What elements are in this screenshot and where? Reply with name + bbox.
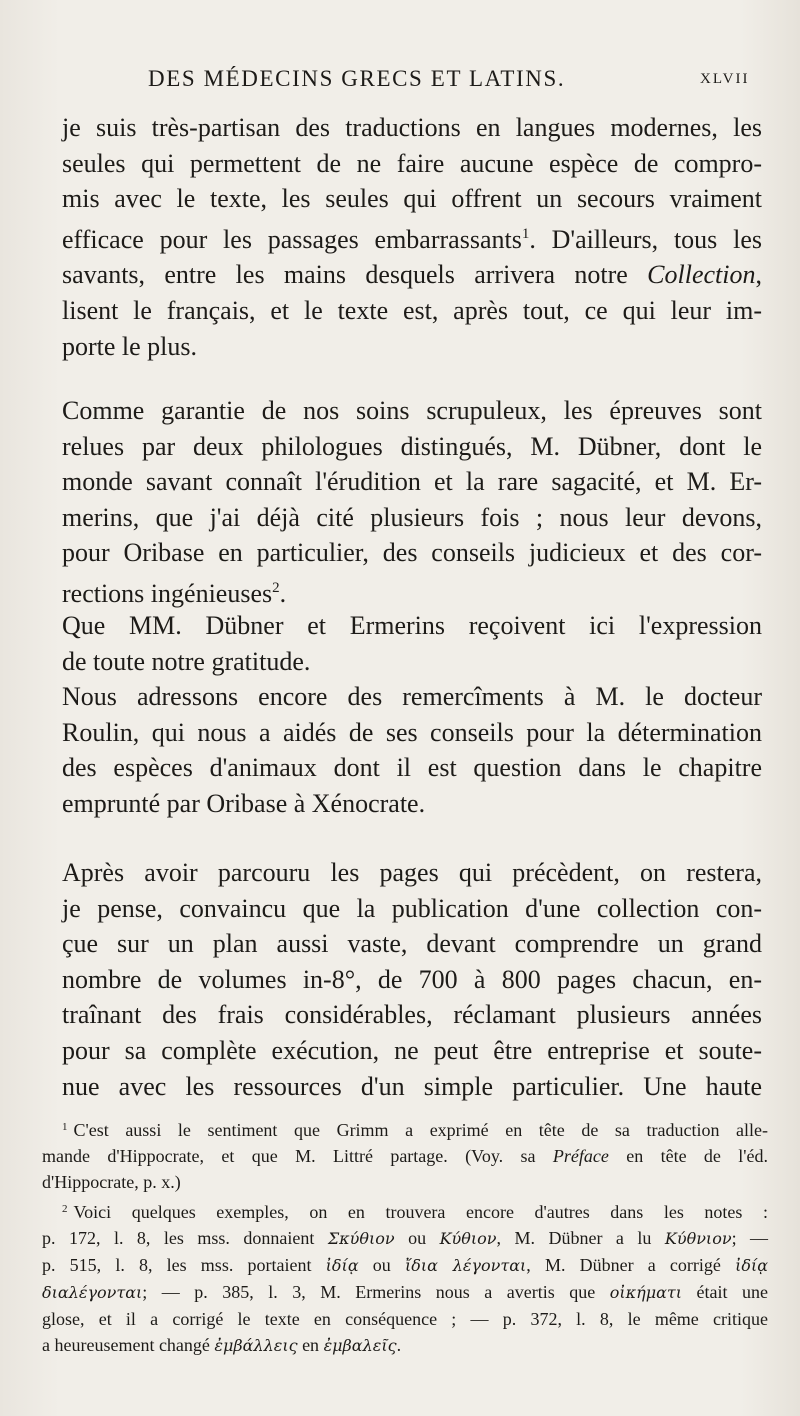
text-line: relues par deux philologues distingués, M. Dübner, dont le — [62, 431, 762, 461]
footnote-line — [42, 1143, 768, 1169]
text-segment: a heureusement changé — [42, 1335, 210, 1355]
text-line — [62, 571, 762, 612]
italic-title: Préface — [552, 1146, 609, 1166]
text-segment: savants, entre les mains desquels arrivera notre — [62, 260, 628, 290]
text-segment: rections ingénieuses — [62, 578, 273, 608]
italic-title: Collection — [647, 260, 756, 290]
text-line: porte le plus. — [62, 331, 198, 361]
greek-word: Σκύθιον — [327, 1229, 395, 1248]
greek-word: οἰκήματι — [609, 1283, 683, 1302]
footnote-ref-2: 2 — [272, 579, 280, 596]
text-segment: ou — [408, 1228, 427, 1248]
text-segment: . — [279, 578, 287, 608]
text-line: Après avoir parcouru les pages qui précèdent, on restera, — [62, 858, 762, 887]
text-line: Roulin, qui nous a aidés de ses conseils pour la détermination — [62, 717, 762, 747]
text-segment: efficace pour les passages embarrassants — [62, 224, 522, 254]
footnote-line — [42, 1332, 768, 1359]
text-segment: . — [396, 1335, 402, 1355]
text-line: nue avec les ressources d'un simple particulier. Une haute — [62, 1071, 762, 1101]
paragraph-publication — [62, 855, 762, 1104]
greek-word: διαλέγονται — [42, 1283, 143, 1302]
text-line: pour Oribase en particulier, des conseils judicieux et des cor- — [62, 538, 762, 568]
text-line: je suis très-partisan des traductions en langues modernes, les — [62, 113, 762, 142]
greek-word: ἴδια λέγονται — [404, 1256, 527, 1275]
text-line — [62, 257, 762, 293]
text-line: seules qui permettent de ne faire aucune espèce de compro- — [62, 148, 762, 178]
paragraph-translations — [62, 110, 762, 364]
text-segment: ou — [372, 1255, 391, 1275]
text-line: des espèces d'animaux dont il est question dans le chapitre — [62, 753, 762, 783]
text-line: de toute notre gratitude. — [62, 646, 311, 676]
footnote-mark: 1 — [62, 1121, 68, 1133]
text-line: pour sa complète exécution, ne peut être entreprise et soute- — [62, 1035, 762, 1065]
text-segment: en tête de l'éd. — [626, 1146, 769, 1166]
text-line: traînant des frais considérables, réclamant plusieurs années — [62, 1000, 762, 1030]
text-segment: était une — [696, 1282, 768, 1302]
greek-word: Κύθνιον — [664, 1229, 732, 1248]
text-line: mis avec le texte, les seules qui offrent un secours vraiment — [62, 184, 762, 214]
text-segment: Voici quelques exemples, on en trouvera encore d'autres dans les notes : — [73, 1202, 768, 1222]
text-line: Nous adressons encore des remercîments à M. le docteur — [62, 682, 762, 711]
text-segment: . D'ailleurs, tous les — [529, 224, 762, 254]
greek-word: ἰδίᾳ — [735, 1256, 769, 1275]
text-line: emprunté par Oribase à Xénocrate. — [62, 788, 426, 818]
footnote-line — [42, 1252, 768, 1279]
greek-word: ἐμβαλεῖς — [323, 1336, 397, 1355]
text-segment: p. 172, l. 8, les mss. donnaient — [42, 1228, 315, 1248]
text-line: merins, que j'ai déjà cité plusieurs fois ; nous leur devons, — [62, 502, 762, 532]
text-segment: ; — p. 385, l. 3, M. Ermerins nous a avertis que — [142, 1282, 596, 1302]
text-segment: , — [755, 260, 762, 290]
text-segment: ; — — [731, 1228, 769, 1248]
greek-word: ἰδίᾳ — [325, 1256, 359, 1275]
paragraph-proofreaders — [62, 393, 762, 612]
text-segment: p. 515, l. 8, les mss. portaient — [42, 1255, 312, 1275]
text-line: Que MM. Dübner et Ermerins reçoivent ici l'expression — [62, 611, 762, 640]
running-title: DES MÉDECINS GRECS ET LATINS. — [148, 66, 566, 91]
footnote-line: glose, et il a corrigé le texte en conséquence ; — p. 372, l. 8, le même critique — [42, 1309, 768, 1329]
text-segment: , M. Dübner a lu — [496, 1228, 652, 1248]
text-line: lisent le français, et le texte est, après tout, ce qui leur im- — [62, 295, 762, 325]
greek-word: Κύθιον — [439, 1229, 497, 1248]
footnote-mark: 2 — [62, 1203, 68, 1215]
text-segment: C'est aussi le sentiment que Grimm a exprimé en tête de sa traduction alle- — [73, 1120, 768, 1140]
footnote-1 — [42, 1114, 768, 1195]
running-header — [0, 66, 800, 96]
footnote-line — [42, 1279, 768, 1306]
footnote-line: d'Hippocrate, p. x.) — [42, 1172, 181, 1192]
text-line: Comme garantie de nos soins scrupuleux, les épreuves sont — [62, 396, 762, 425]
footnote-2 — [42, 1196, 768, 1359]
paragraph-thanks — [62, 679, 762, 821]
text-segment: mande d'Hippocrate, et que M. Littré partage. (Voy. sa — [42, 1146, 536, 1166]
footnote-line — [42, 1225, 768, 1252]
text-line: nombre de volumes in-8°, de 700 à 800 pages chacun, en- — [62, 964, 762, 994]
footnote-line — [42, 1114, 768, 1143]
text-line: je pense, convaincu que la publication d'une collection con- — [62, 893, 762, 923]
text-line — [62, 217, 762, 258]
text-line: çue sur un plan aussi vaste, devant comprendre un grand — [62, 929, 762, 959]
paragraph-gratitude — [62, 608, 762, 679]
footnote-line — [42, 1196, 768, 1225]
text-segment: en — [302, 1335, 320, 1355]
text-line: monde savant connaît l'érudition et la rare sagacité, et M. Er- — [62, 467, 762, 497]
text-segment: , M. Dübner a corrigé — [526, 1255, 721, 1275]
greek-word: ἐμβάλλεις — [214, 1336, 298, 1355]
footnote-ref-1: 1 — [521, 225, 530, 242]
page-number: XLVII — [700, 71, 750, 87]
